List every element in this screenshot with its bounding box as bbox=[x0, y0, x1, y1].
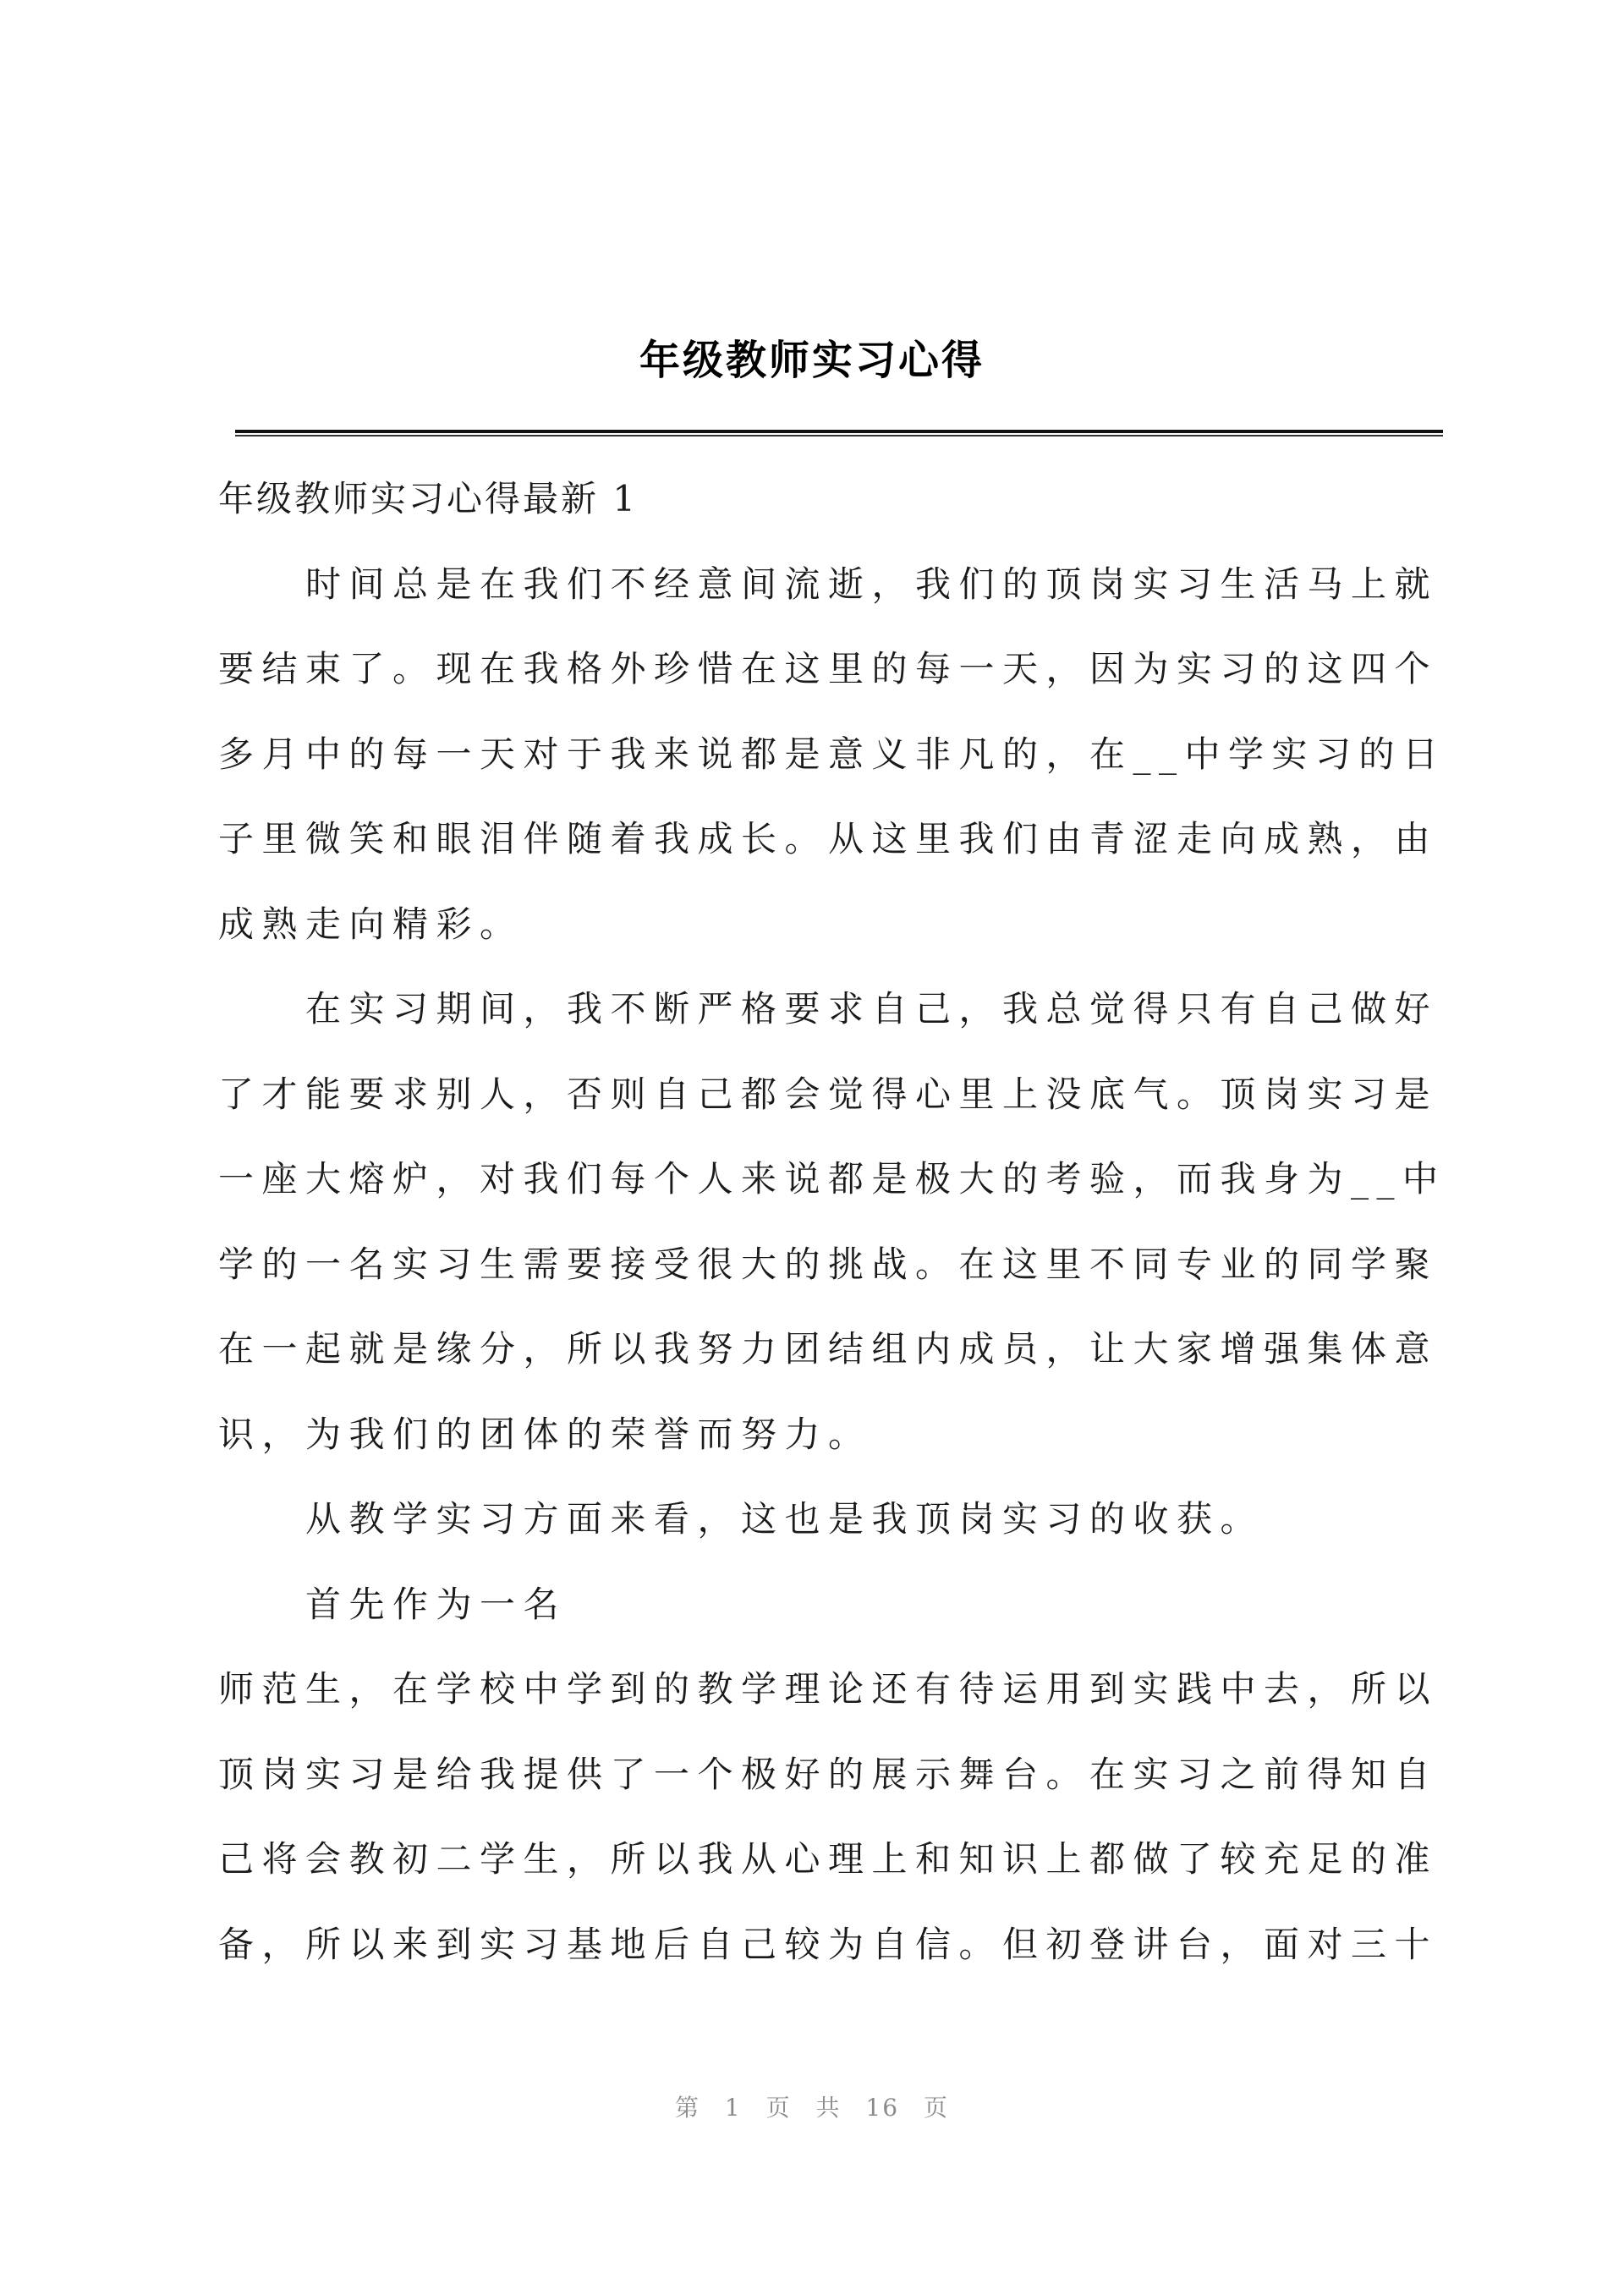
body-line: 多月中的每一天对于我来说都是意义非凡的，在__中学实习的日 bbox=[218, 733, 1446, 775]
body-line: 顶岗实习是给我提供了一个极好的展示舞台。在实习之前得知自 bbox=[218, 1753, 1439, 1795]
body-line: 成熟走向精彩。 bbox=[218, 903, 524, 945]
section-heading: 年级教师实习心得最新 1 bbox=[218, 478, 639, 519]
document-title: 年级教师实习心得 bbox=[639, 337, 985, 384]
title-divider-thick bbox=[235, 430, 1443, 433]
body-line: 从教学实习方面来看，这也是我顶岗实习的收获。 bbox=[305, 1498, 1265, 1540]
body-line: 了才能要求别人，否则自己都会觉得心里上没底气。顶岗实习是 bbox=[218, 1073, 1439, 1115]
body-line: 在实习期间，我不断严格要求自己，我总觉得只有自己做好 bbox=[305, 988, 1439, 1029]
body-line: 时间总是在我们不经意间流逝，我们的顶岗实习生活马上就 bbox=[305, 563, 1439, 605]
page-number-footer: 第 1 页 共 16 页 bbox=[675, 2094, 949, 2122]
document-body bbox=[218, 474, 1453, 2004]
body-line: 师范生，在学校中学到的教学理论还有待运用到实践中去，所以 bbox=[218, 1668, 1439, 1710]
body-line: 己将会教初二学生，所以我从心理上和知识上都做了较充足的准 bbox=[218, 1838, 1439, 1880]
body-line: 首先作为一名 bbox=[305, 1583, 568, 1625]
body-line: 识，为我们的团体的荣誉而努力。 bbox=[218, 1413, 872, 1455]
body-line: 备，所以来到实习基地后自己较为自信。但初登讲台，面对三十 bbox=[218, 1923, 1439, 1965]
body-line: 一座大熔炉，对我们每个人来说都是极大的考验，而我身为__中 bbox=[218, 1158, 1446, 1200]
body-line: 要结束了。现在我格外珍惜在这里的每一天，因为实习的这四个 bbox=[218, 648, 1439, 689]
body-line: 学的一名实习生需要接受很大的挑战。在这里不同专业的同学聚 bbox=[218, 1243, 1439, 1285]
title-divider-thin bbox=[235, 435, 1443, 436]
body-line: 在一起就是缘分，所以我努力团结组内成员，让大家增强集体意 bbox=[218, 1328, 1439, 1370]
body-line: 子里微笑和眼泪伴随着我成长。从这里我们由青涩走向成熟，由 bbox=[218, 818, 1439, 859]
